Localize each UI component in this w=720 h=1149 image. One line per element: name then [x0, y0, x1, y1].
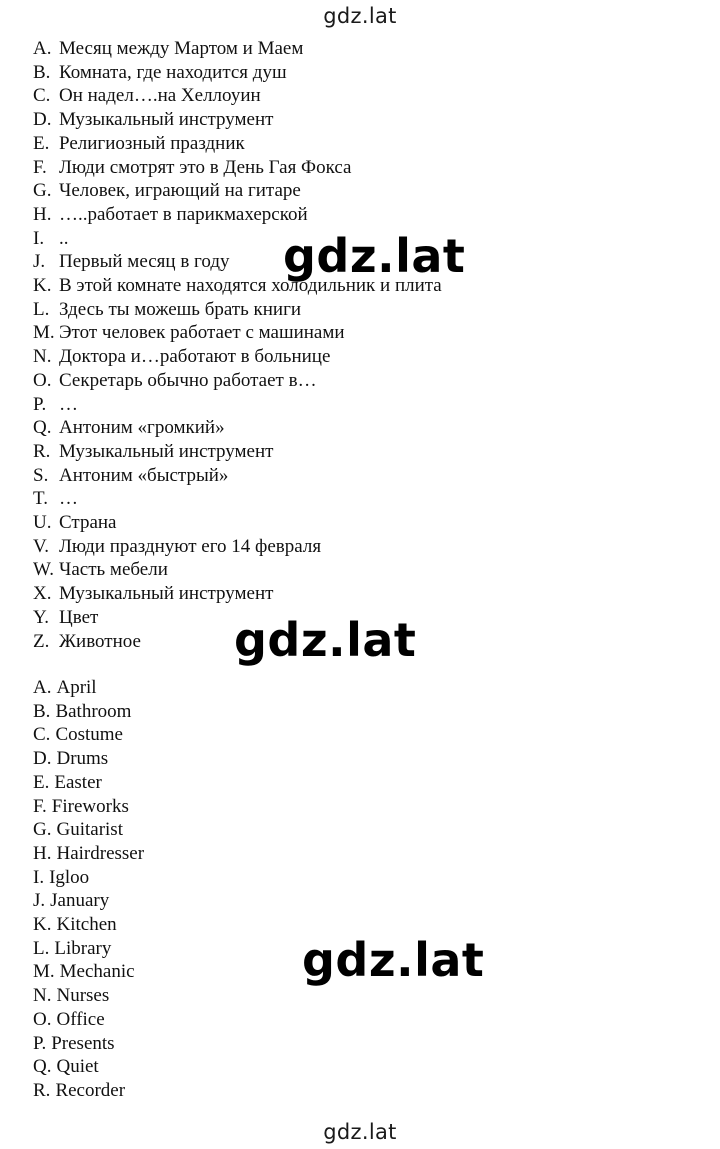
clue-item [33, 84, 442, 108]
answer-item-letter: H. [33, 842, 52, 864]
answer-item-letter: J. [33, 890, 46, 912]
answer-item [33, 842, 144, 866]
answer-item-letter: R. [33, 1079, 51, 1101]
clue-item-text: Религиозный праздник [59, 132, 245, 154]
clue-item [33, 511, 442, 535]
clue-item-text: Животное [59, 630, 141, 652]
clue-item-letter: A. [33, 38, 52, 59]
answer-item-text: Presents [51, 1032, 115, 1054]
answer-item [33, 795, 144, 819]
clue-item-text: Этот человек работает с машинами [59, 322, 345, 344]
answer-item-text: Library [54, 937, 112, 959]
answer-item-letter: F. [33, 795, 47, 817]
answer-item [33, 723, 144, 747]
clue-item-text: Секретарь обычно работает в… [59, 369, 317, 391]
clue-item [33, 179, 442, 203]
clue-item-letter: B. [33, 61, 51, 83]
answer-item [33, 1008, 144, 1032]
answer-item-letter: A. [33, 677, 52, 698]
clue-item [33, 416, 442, 440]
clue-item-text: Месяц между Мартом и Маем [59, 38, 304, 59]
watermark: gdz.lat [302, 933, 485, 987]
clue-item [33, 487, 442, 511]
answer-item-text: Nurses [56, 985, 110, 1007]
answer-item-letter: P. [33, 1032, 47, 1054]
clue-item-letter: D. [33, 109, 52, 131]
clue-item-letter: C. [33, 85, 51, 107]
answer-item-letter: Q. [33, 1056, 52, 1078]
answer-item-text: April [56, 677, 97, 698]
clue-item-letter: O. [33, 369, 52, 391]
answer-item-text: Kitchen [56, 914, 117, 936]
clue-item-text: Антоним «быстрый» [59, 464, 229, 486]
answer-item-text: January [50, 890, 110, 912]
site-header: gdz.lat [323, 4, 397, 28]
clue-item [33, 393, 442, 417]
answer-item-text: Igloo [49, 866, 90, 888]
clue-item-text: Комната, где находится душ [59, 61, 287, 83]
clue-item-text: .. [59, 227, 69, 249]
clue-item [33, 440, 442, 464]
clue-item-text: Люди смотрят это в День Гая Фокса [59, 156, 352, 178]
clue-item [33, 535, 442, 559]
clue-item-letter: H. [33, 203, 52, 225]
clue-item [33, 558, 442, 582]
clue-list [33, 37, 442, 653]
answer-item-text: Costume [55, 724, 123, 746]
clue-item-text: В этой комнате находятся холодильник и плита [59, 275, 442, 297]
clue-item-letter: E. [33, 132, 50, 154]
clue-item-text: Антоним «громкий» [59, 417, 225, 439]
clue-item-text: Музыкальный инструмент [59, 109, 274, 131]
clue-item-text: Страна [59, 512, 117, 534]
clue-item-letter: G. [33, 180, 52, 202]
clue-item-text: … [59, 488, 78, 510]
clue-item-letter: T. [33, 488, 48, 510]
answer-item-text: Easter [54, 771, 102, 793]
answer-item-text: Bathroom [55, 700, 132, 722]
clue-item-letter: U. [33, 512, 52, 534]
answer-item [33, 818, 144, 842]
answer-item-text: Office [56, 1008, 105, 1030]
clue-item-text: …..работает в парикмахерской [59, 203, 308, 225]
clue-item-letter: J. [33, 251, 46, 273]
clue-item [33, 132, 442, 156]
answer-item [33, 866, 144, 890]
clue-item-letter: W. [33, 559, 54, 581]
clue-item-letter: L. [33, 298, 50, 320]
answer-item [33, 700, 144, 724]
answer-item-text: Quiet [56, 1056, 99, 1078]
answer-item [33, 1079, 144, 1103]
clue-item [33, 298, 442, 322]
answer-item [33, 960, 144, 984]
answer-item [33, 984, 144, 1008]
answer-item-text: Fireworks [51, 795, 129, 817]
answer-item-letter: I. [33, 866, 45, 888]
clue-item-letter: Y. [33, 606, 50, 628]
clue-item-text: Цвет [59, 606, 99, 628]
clue-item-text: Человек, играющий на гитаре [59, 180, 301, 202]
clue-item-text: Музыкальный инструмент [59, 440, 274, 462]
answer-item-letter: D. [33, 748, 52, 770]
answer-item-letter: N. [33, 985, 52, 1007]
answer-item [33, 1032, 144, 1056]
answer-item [33, 676, 144, 700]
clue-item-text: Доктора и…работают в больнице [59, 346, 331, 368]
clue-item-letter: N. [33, 346, 52, 368]
clue-item [33, 582, 442, 606]
answer-item-text: Mechanic [59, 961, 135, 983]
answer-item [33, 937, 144, 961]
clue-item [33, 37, 442, 61]
clue-item [33, 369, 442, 393]
clue-item-letter: K. [33, 275, 52, 297]
answer-item-letter: B. [33, 700, 51, 722]
watermark: gdz.lat [234, 613, 417, 667]
clue-item [33, 345, 442, 369]
clue-item-letter: P. [33, 393, 47, 415]
answer-item-letter: G. [33, 819, 52, 841]
answer-item-letter: C. [33, 724, 51, 746]
clue-item [33, 156, 442, 180]
answer-item [33, 889, 144, 913]
clue-item-letter: V. [33, 535, 50, 557]
clue-item [33, 61, 442, 85]
clue-item-letter: S. [33, 464, 49, 486]
answer-item-text: Recorder [55, 1079, 126, 1101]
clue-item-letter: F. [33, 156, 47, 178]
answer-item-text: Drums [56, 748, 109, 770]
clue-item-text: Он надел….на Хеллоуин [59, 85, 261, 107]
clue-item-text: Часть мебели [59, 559, 168, 581]
answer-item-letter: L. [33, 937, 50, 959]
watermark: gdz.lat [283, 229, 466, 283]
clue-item-letter: M. [33, 322, 55, 344]
clue-item-letter: R. [33, 440, 51, 462]
answer-item-letter: E. [33, 771, 50, 793]
clue-item-text: Музыкальный инструмент [59, 583, 274, 605]
answer-item [33, 771, 144, 795]
clue-item [33, 464, 442, 488]
clue-item-letter: I. [33, 227, 45, 249]
clue-item-text: Здесь ты можешь брать книги [59, 298, 302, 320]
clue-item-letter: X. [33, 583, 52, 605]
answer-item [33, 913, 144, 937]
clue-item [33, 321, 442, 345]
clue-item-letter: Q. [33, 417, 52, 439]
clue-item-letter: Z. [33, 630, 50, 652]
site-footer: gdz.lat [323, 1120, 397, 1144]
clue-item [33, 108, 442, 132]
answer-item-letter: O. [33, 1008, 52, 1030]
clue-item-text: … [59, 393, 78, 415]
answer-item [33, 747, 144, 771]
answer-item-letter: M. [33, 961, 55, 983]
answer-item [33, 1055, 144, 1079]
answer-item-letter: K. [33, 914, 52, 936]
answer-list [33, 676, 144, 1103]
answer-item-text: Hairdresser [56, 842, 145, 864]
clue-item [33, 203, 442, 227]
clue-item-text: Первый месяц в году [59, 251, 230, 273]
answer-item-text: Guitarist [56, 819, 123, 841]
clue-item-text: Люди празднуют его 14 февраля [59, 535, 322, 557]
